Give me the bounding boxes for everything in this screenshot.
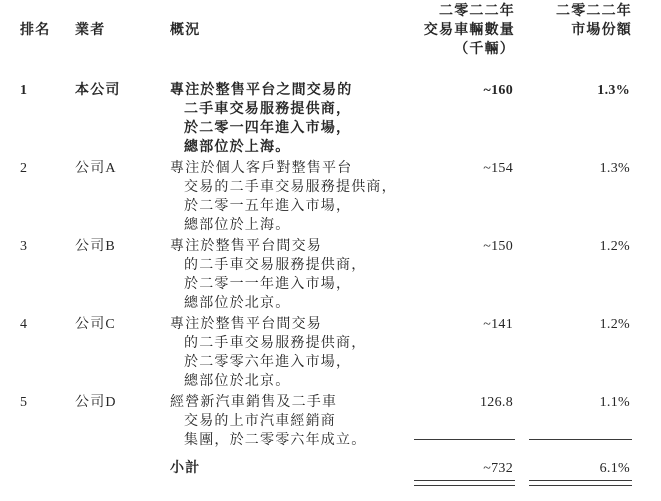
- table-row: [20, 81, 632, 157]
- subtotal-volume: ~732: [483, 461, 513, 476]
- rank-cell: 2: [20, 161, 29, 176]
- volume-cell: ~154: [483, 161, 513, 176]
- rank-cell: 3: [20, 239, 29, 254]
- rank-column-header: 排名: [20, 23, 51, 38]
- operator-cell: 公司A: [75, 161, 117, 176]
- overview-cell: 專注於整售平台間交易 的二手車交易服務提供商， 於二零零六年進入市場， 總部位於北京。: [170, 317, 367, 389]
- operator-cell: 公司D: [75, 395, 117, 410]
- table-row: [20, 393, 632, 450]
- rank-cell: 5: [20, 395, 29, 410]
- operator-cell: 公司B: [75, 239, 116, 254]
- table-row: [20, 237, 632, 313]
- subtotal-label: 小計: [170, 461, 201, 476]
- overview-column-header: 概況: [170, 23, 201, 38]
- overview-cell: 專注於個人客戶對整售平台 交易的二手車交易服務提供商， 於二零一五年進入市場， 總部位於上海。: [170, 161, 397, 233]
- subtotal-top-rule-share: [529, 439, 632, 440]
- subtotal-row: [20, 459, 632, 478]
- overview-cell: 專注於整售平台間交易 的二手車交易服務提供商， 於二零一一年進入市場， 總部位於北京。: [170, 239, 367, 311]
- subtotal-share: 6.1%: [599, 461, 630, 476]
- rank-cell: 4: [20, 317, 29, 332]
- operator-cell: 本公司: [75, 83, 121, 98]
- volume-cell: ~141: [483, 317, 513, 332]
- operator-cell: 公司C: [75, 317, 116, 332]
- rank-cell: 1: [20, 83, 29, 98]
- overview-cell: 經營新汽車銷售及二手車 交易的上市汽車經銷商 集團，於二零零六年成立。: [170, 395, 367, 448]
- share-cell: 1.2%: [599, 317, 630, 332]
- grand-total-double-rule-share: [529, 480, 632, 486]
- grand-total-double-rule-volume: [414, 480, 515, 486]
- volume-cell: ~150: [483, 239, 513, 254]
- share-cell: 1.1%: [599, 395, 630, 410]
- overview-cell: 專注於整售平台之間交易的 二手車交易服務提供商， 於二零一四年進入市場， 總部位於上海。: [170, 83, 353, 155]
- table-header-row: [20, 2, 632, 57]
- volume-cell: ~160: [483, 83, 513, 98]
- share-column-header: 二零二二年 市場份額: [556, 4, 632, 38]
- volume-cell: 126.8: [480, 395, 513, 410]
- share-cell: 1.3%: [599, 161, 630, 176]
- table-row: [20, 159, 632, 235]
- table-row: [20, 315, 632, 391]
- volume-column-header: 二零二二年 交易車輛數量 （千輛）: [423, 4, 515, 57]
- subtotal-top-rule-volume: [414, 439, 515, 440]
- ranking-table: [20, 2, 632, 478]
- share-cell: 1.2%: [599, 239, 630, 254]
- operator-column-header: 業者: [75, 23, 106, 38]
- share-cell: 1.3%: [597, 83, 630, 98]
